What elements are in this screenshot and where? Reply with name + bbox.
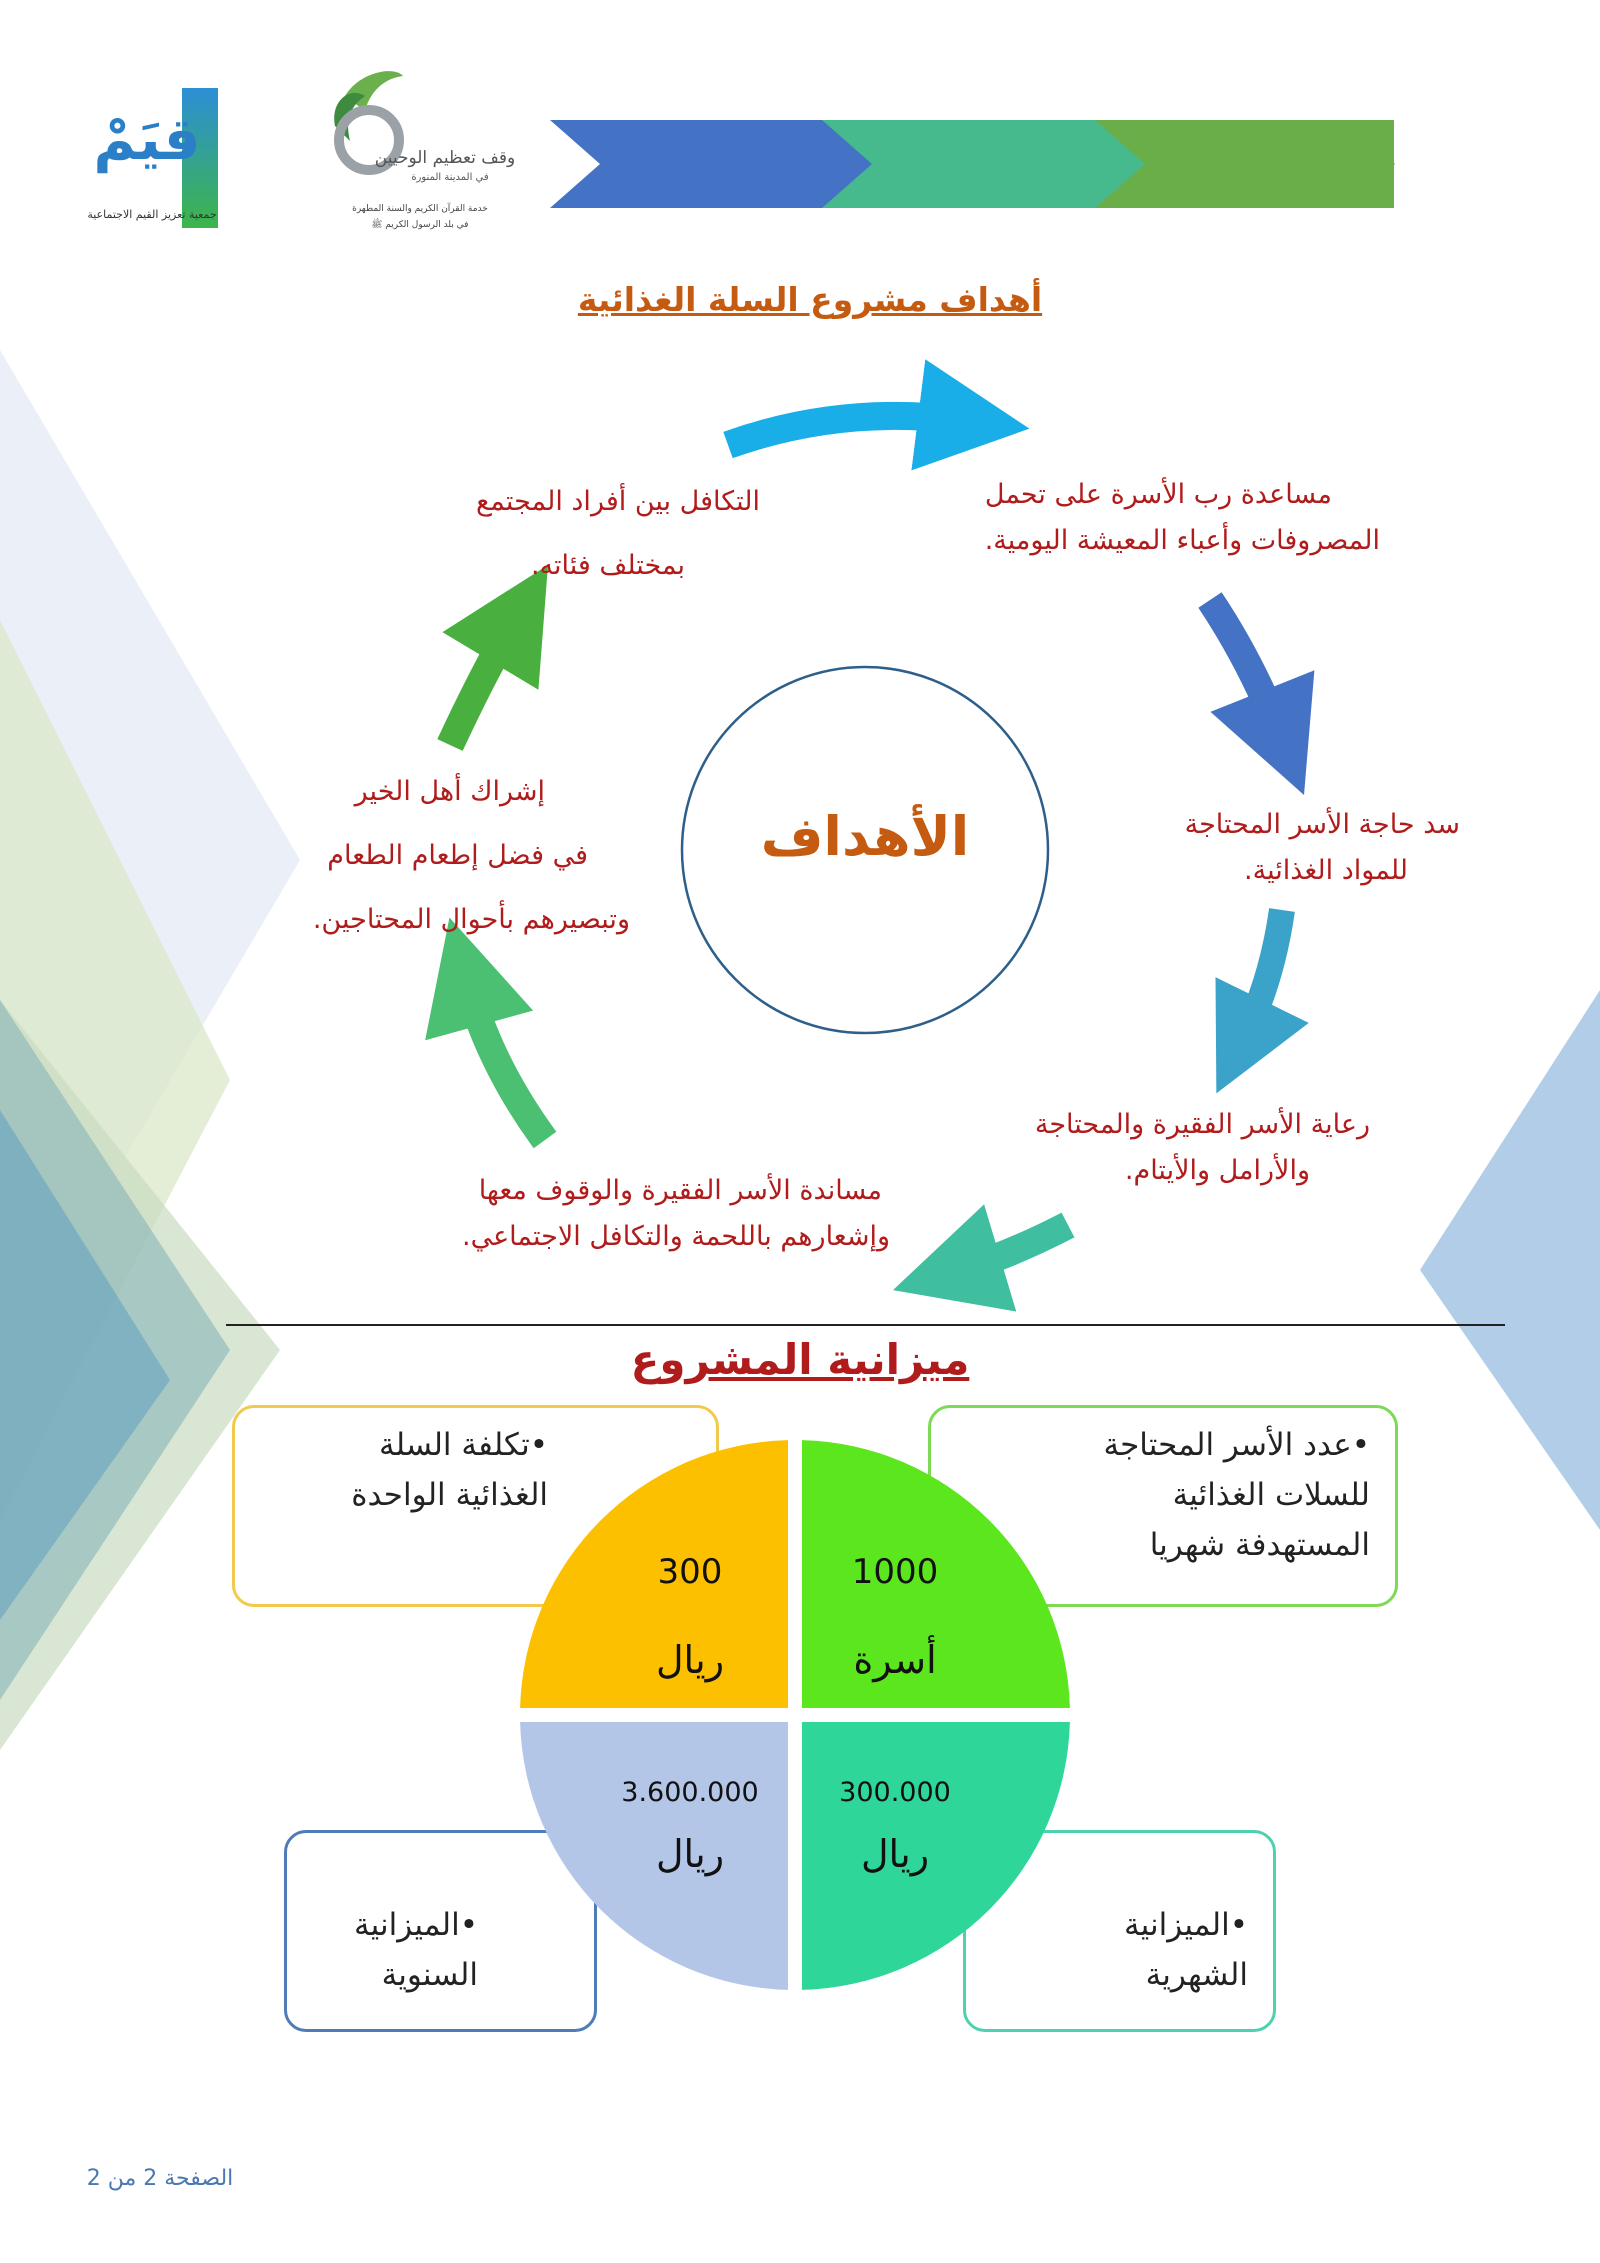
monthly-label-line-2: الشهرية	[1145, 1957, 1248, 1993]
waqf-logo-tagline-1: خدمة القرآن الكريم والسنة المطهرة	[352, 204, 488, 214]
basket-cost-label-line-1: •تكلفة السلة	[378, 1427, 548, 1463]
waqf-logo-location: في المدينة المنورة	[411, 172, 489, 183]
basket-cost-label-line-2: الغذائية الواحدة	[351, 1477, 548, 1513]
goal-5	[230, 760, 630, 952]
basket-cost-unit: ريال	[655, 1638, 725, 1682]
goal-1-line-1: مساعدة رب الأسرة على تحمل	[984, 479, 1332, 510]
goal-6-line-1: التكافل بين أفراد المجتمع	[475, 486, 760, 517]
qiyam-logo-subtitle: جمعية تعزيز القيم الاجتماعية	[87, 208, 217, 221]
annual-label	[300, 1900, 478, 2000]
qiyam-logo-name: قيَمْ	[93, 105, 201, 173]
waqf-logo-name: وقف تعظيم الوحيين	[374, 148, 516, 168]
cycle-arrow-left-upper	[450, 625, 512, 745]
goal-3-line-1: رعاية الأسر الفقيرة والمحتاجة	[1034, 1109, 1370, 1140]
cycle-arrow-right-lower	[1245, 910, 1282, 1035]
goal-6	[400, 470, 770, 598]
basket-cost-value: 300	[657, 1552, 723, 1592]
annual-label-line-1: •الميزانية	[354, 1907, 478, 1943]
families-label-line-2: للسلات الغذائية	[1172, 1477, 1370, 1513]
goal-4-line-1: مساندة الأسر الفقيرة والوقوف معها	[478, 1175, 882, 1206]
cycle-arrow-left-lower	[468, 985, 545, 1140]
goal-4	[360, 1168, 890, 1260]
goal-5-line-3: وتبصيرهم بأحوال المحتاجين.	[312, 904, 630, 935]
families-label-line-1: •عدد الأسر المحتاجة	[1103, 1427, 1370, 1463]
annual-unit: ريال	[655, 1832, 725, 1876]
cycle-arrow-bottom	[960, 1225, 1068, 1270]
waqf-logo-tagline-2: في بلد الرسول الكريم ﷺ	[371, 220, 469, 230]
goal-6-line-2: بمختلف فئاته.	[530, 550, 685, 581]
cycle-arrow-right-upper	[1210, 600, 1278, 730]
annual-value: 3.600.000	[621, 1777, 759, 1808]
monthly-value: 300.000	[839, 1777, 951, 1808]
monthly-label-line-1: •الميزانية	[1124, 1907, 1248, 1943]
families-label-line-3: المستهدفة شهريا	[1149, 1527, 1370, 1563]
families-unit: أسرة	[853, 1638, 937, 1682]
goals-title: أهداف مشروع السلة الغذائية	[577, 280, 1043, 319]
basket-cost-label	[240, 1420, 548, 1520]
goal-2-line-2: للمواد الغذائية.	[1244, 855, 1408, 886]
monthly-unit: ريال	[860, 1832, 930, 1876]
goal-5-line-2: في فضل إطعام الطعام	[327, 840, 588, 871]
goal-3	[930, 1102, 1370, 1194]
goals-center-label: الأهداف	[760, 805, 970, 868]
budget-title: ميزانية المشروع	[630, 1335, 970, 1384]
goal-5-line-1: إشراك أهل الخير	[354, 776, 545, 807]
annual-label-line-2: السنوية	[381, 1957, 478, 1993]
goal-3-line-2: والأرامل والأيتام.	[1124, 1155, 1310, 1186]
page-number: الصفحة 2 من 2	[86, 2166, 234, 2191]
goal-1	[880, 472, 1380, 564]
families-label	[1040, 1420, 1370, 1570]
budget-quadrant-circle	[510, 1430, 1080, 2000]
cycle-arrow-top	[728, 416, 960, 445]
goal-2-line-1: سد حاجة الأسر المحتاجة	[1184, 809, 1460, 840]
goal-2	[1060, 802, 1460, 894]
families-value: 1000	[851, 1552, 939, 1592]
goal-1-line-2: المصروفات وأعباء المعيشة اليومية.	[984, 525, 1380, 556]
monthly-label	[1080, 1900, 1248, 2000]
goal-4-line-2: وإشعارهم باللحمة والتكافل الاجتماعي.	[461, 1221, 890, 1252]
